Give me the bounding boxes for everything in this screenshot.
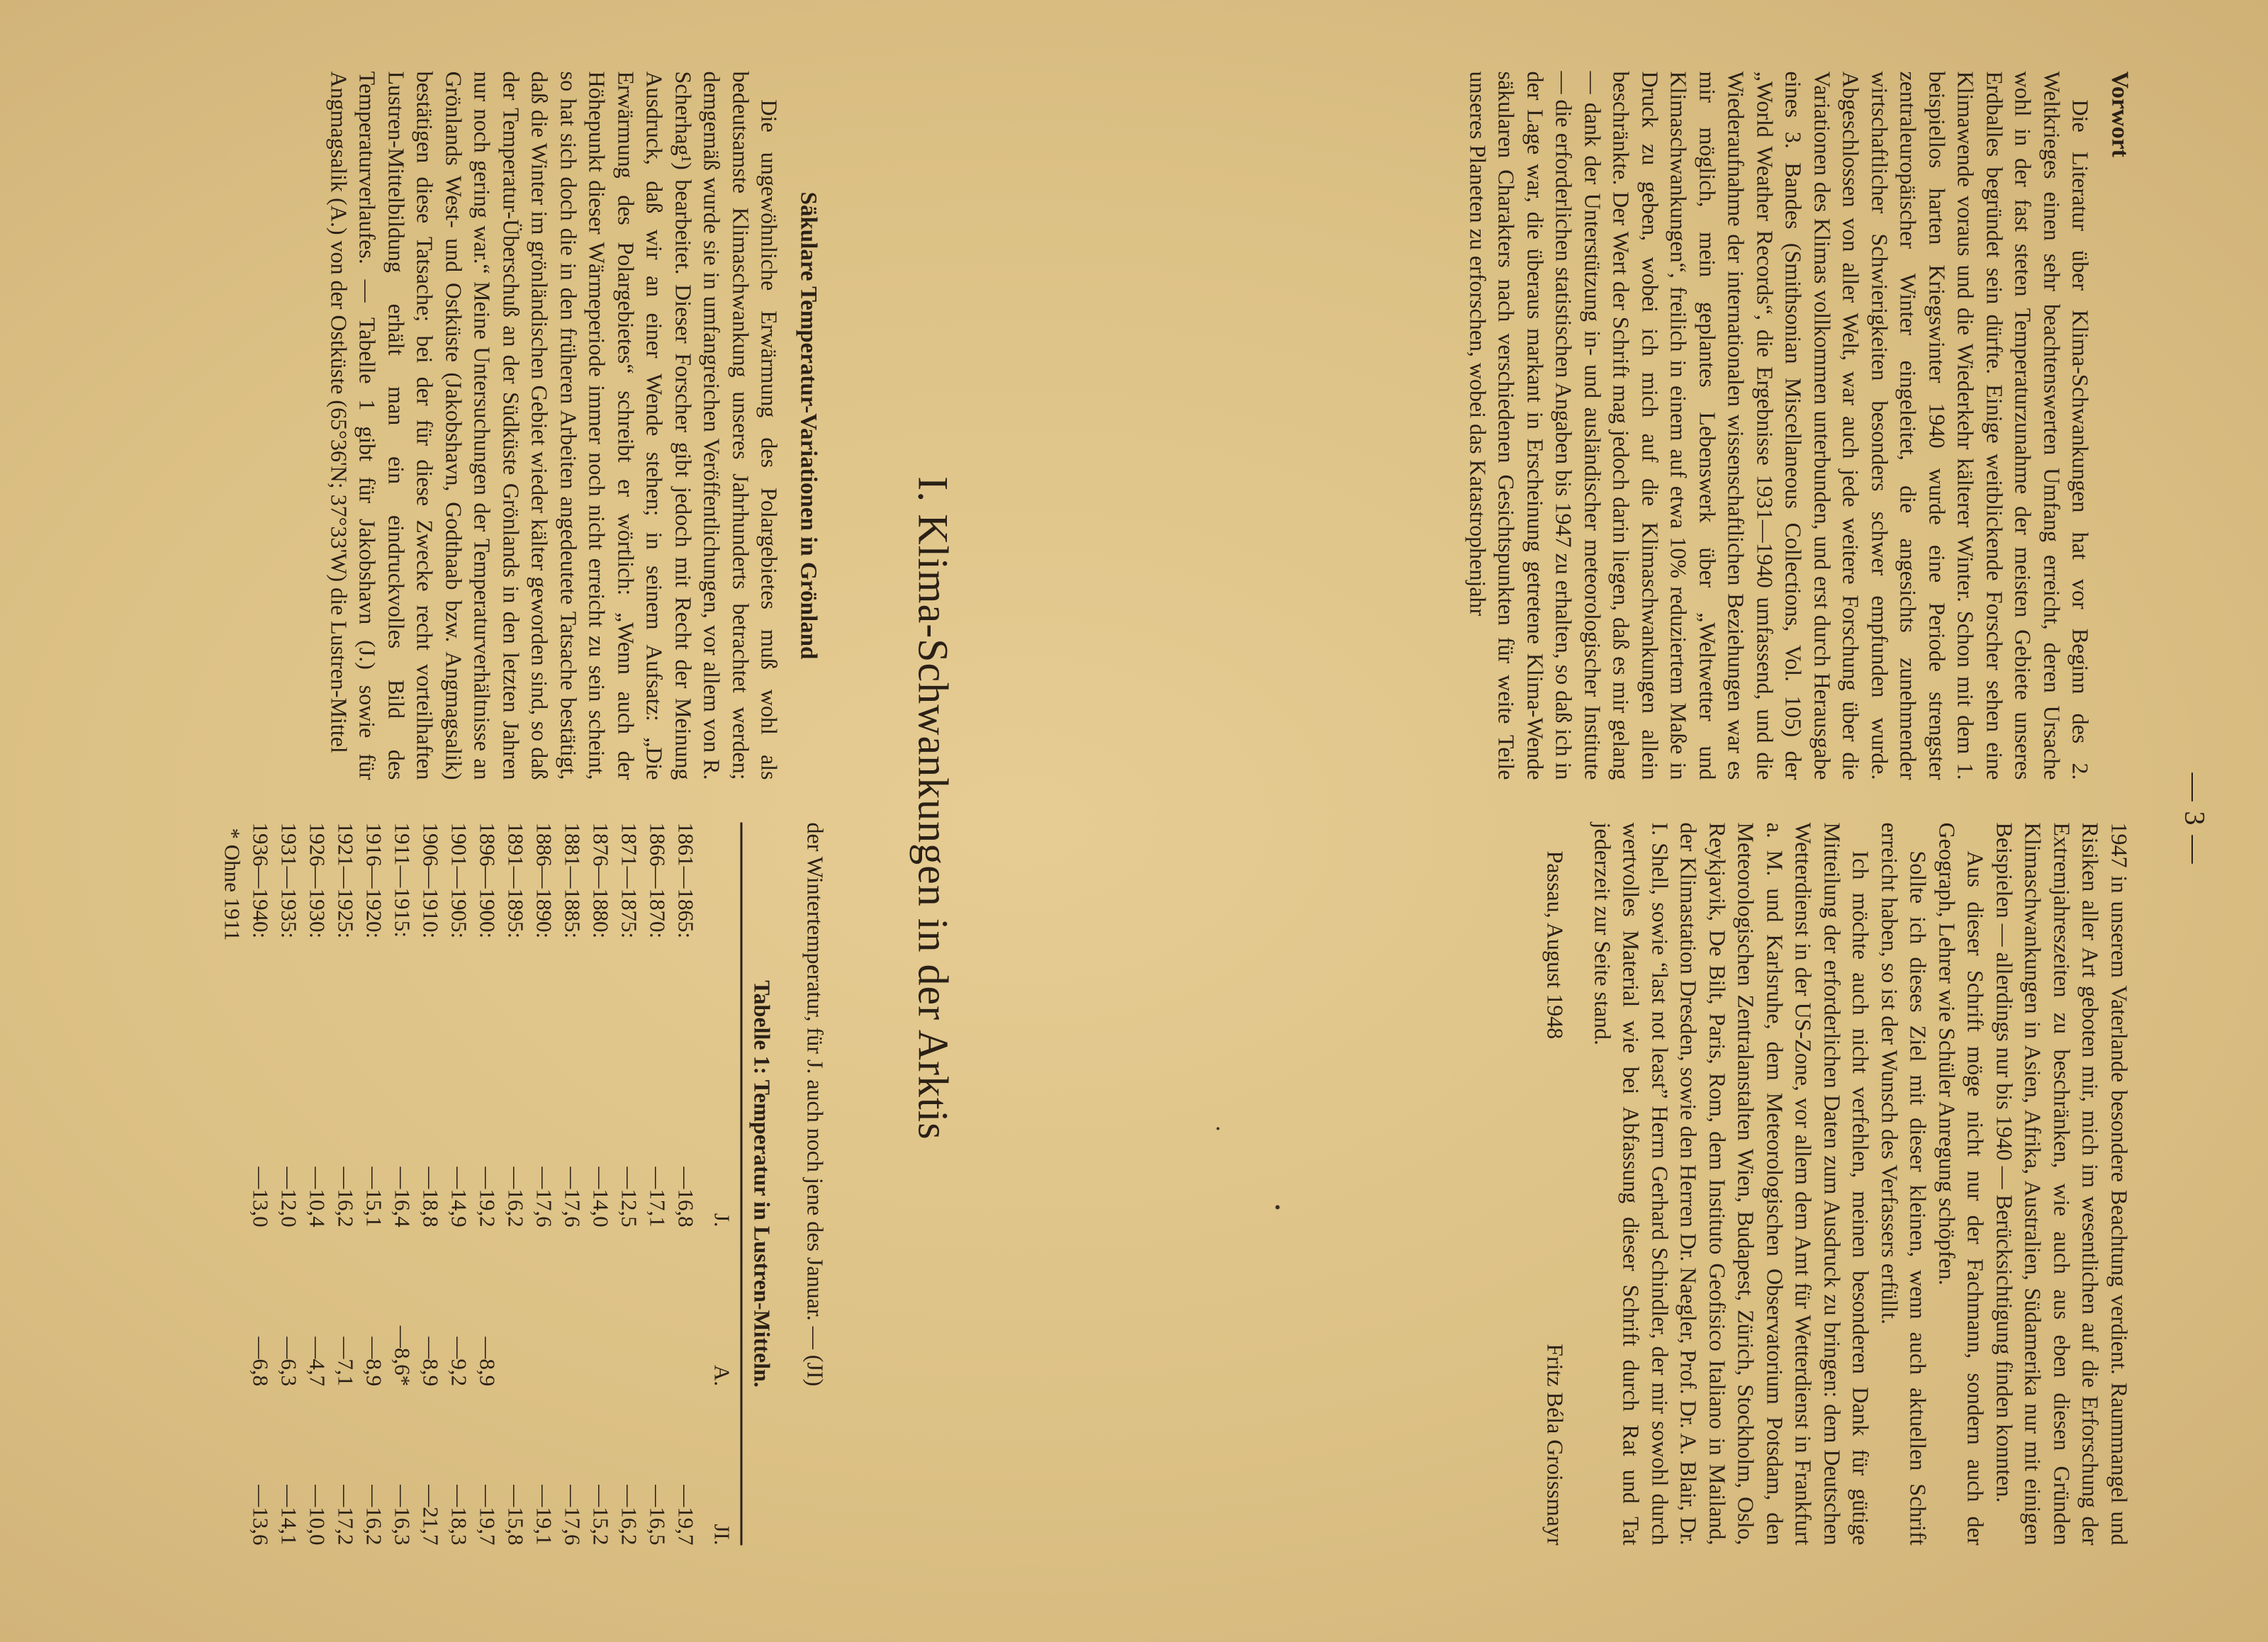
table-row — [360, 822, 388, 1545]
value-cell: —16,8 — [673, 1166, 699, 1227]
value-cell: —14,9 — [447, 1166, 472, 1227]
table-row — [530, 822, 558, 1545]
period-cell: 1866—1870: — [645, 822, 670, 938]
table-row — [247, 822, 275, 1545]
value-cell: —13,6 — [248, 1484, 274, 1545]
period-cell: 1911—1915: — [390, 822, 415, 938]
table-body — [247, 822, 700, 1545]
period-cell: 1926—1930: — [305, 822, 330, 938]
period-cell: 1886—1890: — [532, 822, 557, 938]
period-cell: 1871—1875: — [617, 822, 642, 938]
period-cell: 1896—1900: — [475, 822, 500, 938]
value-cell: —16,2 — [361, 1484, 387, 1545]
value-cell: —6,8 — [248, 1336, 274, 1386]
value-cell — [558, 1227, 587, 1385]
section-left-column — [325, 71, 830, 780]
table-header-cell — [700, 822, 738, 1068]
value-cell: —21,7 — [418, 1484, 444, 1545]
page-number: — 3 — — [2179, 772, 2211, 865]
value-cell: —7,1 — [333, 1336, 359, 1386]
table-header-cell: J. — [709, 1213, 734, 1227]
ink-speck — [1216, 1127, 1219, 1130]
table-row — [558, 822, 587, 1545]
value-cell: —16,4 — [390, 1166, 415, 1227]
value-cell: —17,2 — [333, 1484, 359, 1545]
value-cell — [502, 1227, 530, 1385]
table-row — [445, 822, 473, 1545]
period-cell: 1916—1920: — [361, 822, 387, 938]
value-cell: —16,2 — [333, 1166, 359, 1227]
value-cell: —14,0 — [588, 1166, 614, 1227]
period-cell: 1861—1865: — [673, 822, 699, 938]
value-cell — [644, 1227, 672, 1385]
table-header-row — [700, 822, 738, 1545]
value-cell: —18,8 — [418, 1166, 444, 1227]
foreword-paragraph: 1947 in unserem Vaterlande besondere Beachtung verdient. Raummangel und Risiken aller Art geboten mir, mich im wesentlichen auf die Erforschung der Extremjahreszeiten zu beschränken, wie auch aus eben diesen Gründen Klimaschwankungen in Asien, Afrika, Australien, Südamerika nur mit einigen Beispielen — allerdings nur bis 1940 — Berücksichtigung finden konnten. — [1992, 822, 2132, 1545]
value-cell: —17,6 — [560, 1484, 585, 1545]
value-cell — [672, 1227, 700, 1385]
value-cell: —8,9 — [361, 1336, 387, 1386]
value-cell: —19,2 — [475, 1166, 500, 1227]
value-cell: —18,3 — [447, 1484, 472, 1545]
chapter-title: I. Klima-Schwankungen in der Arktis — [909, 476, 956, 1140]
value-cell: —19,7 — [475, 1484, 500, 1545]
table-rule — [740, 822, 742, 1545]
foreword-paragraph: Ich möchte auch nicht verfehlen, meinen besonderen Dank für gütige Mitteilung der erforderlichen Daten zum Ausdruck zu bringen: dem Deutschen Wetterdienst in der US-Zone, vor allem dem Amt für Wetterdienst in Frankfurt a. M. und Karlsruhe, dem Meteorologischen Observatorium Potsdam, den Meteorologischen Zentralanstalten Wien, Budapest, Zürich, Stockholm, Oslo, Reykjavik, De Bilt, Paris, Rom, dem Instituto Geofisico Italiano in Mailand, der Klimastation Dresden, sowie den Herren Dr. Naegler, Prof. Dr. A. Blair, Dr. I. Shell, sowie “last not least” Herrn Gerhard Schindler, der mir sowohl durch wertvolles Material wie bei Abfassung dieser Schrift durch Rat und Tat jederzeit zur Seite stand. — [1590, 822, 1874, 1545]
section-paragraph: Die ungewöhnliche Erwärmung des Polargebietes muß wohl als bedeutsamste Klimaschwankung unseres Jahrhunderts betrachtet werden; demgemäß wurde sie in umfangreichen Veröffentlichungen, vor allem von R. Scherhag¹) bearbeitet. Dieser Forscher gibt jedoch mit Recht der Meinung Ausdruck, daß wir an einer Wende stehen; in seinem Aufsatz: „Die Erwärmung des Polargebietes“ schreibt er wörtlich: „Wenn auch der Höhepunkt dieser Wärmeperiode immer noch nicht erreicht zu sein scheint, so hat sich doch die in den früheren Arbeiten angedeutete Tatsache bestätigt, daß die Winter im grönländischen Gebiet wieder kälter geworden sind, so daß der Temperatur-Überschuß an der Südküste Grönlands in den letzten Jahren nur noch gering war.“ Meine Untersuchungen der Temperaturverhältnisse an Grönlands West- und Ostküste (Jakobshavn, Godthaab bzw. Angmagsalik) bestätigen diese Tatsache; bei der für diese Zwecke recht vorteilhaften Lustren-Mittelbildung erhält man ein eindruckvolles Bild des Temperaturverlaufes. — Tabelle 1 gibt für Jakobshavn (J.) sowie für Angmagsalik (A.) von der Ostküste (65°36'N; 37°33'W) die Lustren-Mittel — [326, 71, 782, 780]
period-cell: 1906—1910: — [418, 822, 444, 938]
foreword-left-column — [1464, 71, 2134, 780]
foreword-paragraph: Die Literatur über Klima-Schwankungen hat vor Beginn des 2. Weltkrieges einen sehr beachtenswerten Umfang erreicht, deren Ursache wohl in der fast steten Temperaturzunahme der meisten Gebiete unseres Erdballes begründet sein dürfte. Einige weitblickende Forscher sehen eine Klimawende voraus und die Wiederkehr kälterer Winter. Schon mit dem 1. beispiellos harten Kriegswinter 1940 wurde eine Periode strengster zentraleuropäischer Winter eingeleitet, die angesichts zunehmender wirtschaftlicher Schwierigkeiten besonders schwer empfunden wurde. Abgeschlossen von aller Welt, war auch jede weitere Forschung über die Variationen des Klimas vollkommen unterbunden, und erst durch Herausgabe eines 3. Bandes (Smithsonian Miscellaneous Collections, Vol. 105) der „World Weather Records“, die Ergebnisse 1931—1940 umfassend, und die Wiederaufnahme der internationalen wissenschaftlichen Beziehungen war es mir möglich, mein geplantes Lebenswerk über „Weltwetter und Klimaschwankungen“, freilich in einem auf etwa 10% reduziertem Maße in Druck zu geben, wobei ich mich auf die Klimaschwankungen allein beschränkte. Der Wert der Schrift mag jedoch darin liegen, daß es mir gelang — dank der Unterstützung in- und ausländischer meteorologischer Institute — die erforderlichen statistischen Angaben bis 1947 zu erhalten, so daß ich in der Lage war, die überaus markant in Erscheinung getretene Klima-Wende säkularen Charakters nach verschiedenen Gesichtspunkten für weite Teile unseres Planeten zu erforschen, wobei das Katastrophenjahr — [1465, 71, 2094, 780]
table-title: Tabelle 1: Temperatur in Lustren-Mitteln. — [749, 979, 775, 1388]
value-cell: —13,0 — [248, 1166, 274, 1227]
value-cell: —10,4 — [305, 1166, 330, 1227]
value-cell: —19,1 — [532, 1484, 557, 1545]
value-cell — [530, 1227, 558, 1385]
period-cell: 1936—1940: — [248, 822, 274, 938]
period-cell: 1901—1905: — [447, 822, 472, 938]
value-cell: —6,3 — [276, 1336, 302, 1386]
period-cell: 1931—1935: — [276, 822, 302, 938]
foreword-paragraph: Sollte ich dieses Ziel mit dieser kleinen, wenn auch aktuellen Schrift erreicht haben, so ist der Wunsch des Verfassers erfüllt. — [1877, 822, 1931, 1545]
value-cell: —15,2 — [588, 1484, 614, 1545]
section-paragraph: der Wintertemperatur, für J. auch noch jene des Januar. — (JI) — [802, 822, 828, 1386]
value-cell — [587, 1227, 615, 1385]
value-cell: —12,5 — [617, 1166, 642, 1227]
value-cell: —15,1 — [361, 1166, 387, 1227]
value-cell: —12,0 — [276, 1166, 302, 1227]
section-heading: Säkulare Temperatur-Variationen in Grönland — [795, 191, 821, 659]
period-cell: 1891—1895: — [503, 822, 529, 938]
table-row — [388, 822, 417, 1545]
period-cell: 1876—1880: — [588, 822, 614, 938]
table-row — [417, 822, 445, 1545]
value-cell: —17,1 — [645, 1166, 670, 1227]
value-cell: —10,0 — [305, 1484, 330, 1545]
table-row — [275, 822, 303, 1545]
table-footnote: * Ohne 1911 — [220, 828, 245, 940]
value-cell: —16,3 — [390, 1484, 415, 1545]
table-row — [332, 822, 360, 1545]
value-cell — [615, 1227, 644, 1385]
foreword-paragraph: Aus dieser Schrift möge nicht nur der Fachmann, sondern auch der Geograph, Lehrer wie Schüler Anregung schöpfen. — [1934, 822, 1989, 1545]
table-row — [473, 822, 502, 1545]
temperature-table — [247, 822, 738, 1545]
table-row — [587, 822, 615, 1545]
value-cell: —8,9 — [475, 1336, 500, 1386]
value-cell: —9,2 — [447, 1336, 472, 1386]
value-cell: —16,5 — [645, 1484, 670, 1545]
value-cell: —16,2 — [503, 1166, 529, 1227]
table-row — [672, 822, 700, 1545]
value-cell: —19,7 — [673, 1484, 699, 1545]
value-cell: —16,2 — [617, 1484, 642, 1545]
place-date: Passau, August 1948 — [1542, 850, 1568, 1039]
value-cell: —4,7 — [305, 1336, 330, 1386]
foreword-heading: Vorwort — [2106, 71, 2133, 157]
table-row — [502, 822, 530, 1545]
value-cell: —15,8 — [503, 1484, 529, 1545]
period-cell: 1921—1925: — [333, 822, 359, 938]
table-row — [303, 822, 332, 1545]
table-row — [615, 822, 644, 1545]
table-header-cell: A. — [709, 1364, 734, 1386]
period-cell: 1881—1885: — [560, 822, 585, 938]
value-cell: —14,1 — [276, 1484, 302, 1545]
table-header-cell: JI. — [709, 1523, 734, 1545]
value-cell: —8,9 — [418, 1336, 444, 1386]
value-cell: —8,6* — [390, 1325, 415, 1386]
table-row — [644, 822, 672, 1545]
value-cell: —17,6 — [560, 1166, 585, 1227]
section-right-column — [218, 822, 829, 1545]
ink-speck — [1275, 1205, 1279, 1209]
author-signature: Fritz Béla Groissmayr — [1542, 1343, 1568, 1545]
foreword-right-column — [1527, 822, 2134, 1545]
value-cell: —17,6 — [532, 1166, 557, 1227]
